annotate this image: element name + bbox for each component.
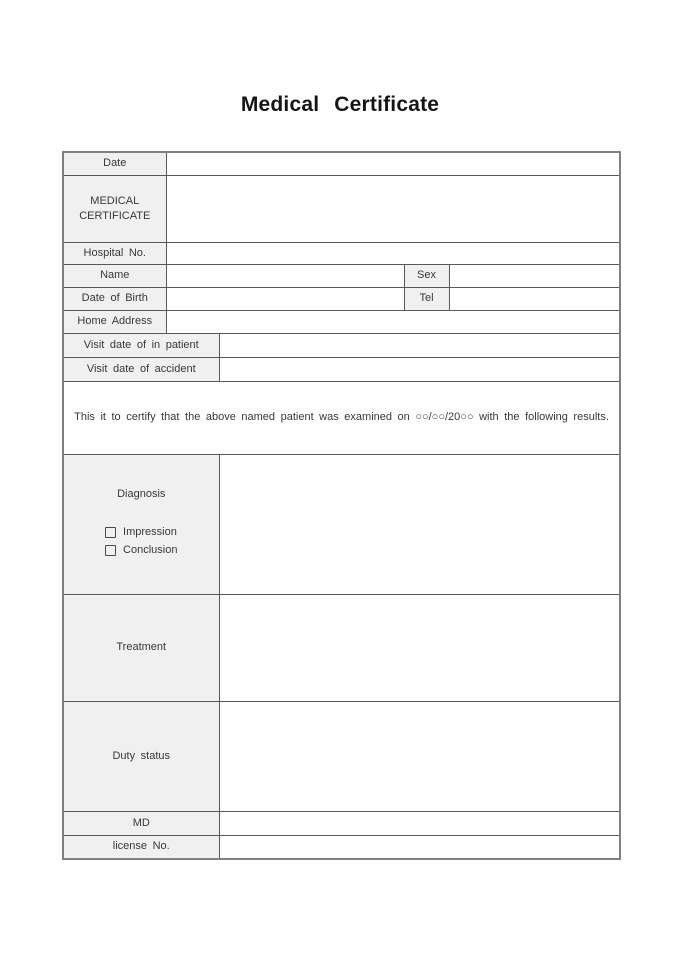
diagnosis-label: Diagnosis [117,487,166,500]
diagnosis-option-impression[interactable] [105,525,177,541]
license-no-label: license No. [63,835,219,859]
date-label: Date [63,152,166,175]
tel-label: Tel [404,287,449,310]
visit-date-accident-row [63,357,620,381]
diagnosis-value-cell[interactable] [219,454,620,594]
diagnosis-options [105,523,177,561]
md-row [63,811,620,835]
duty-status-value-cell[interactable] [219,701,620,811]
date-of-birth-label: Date of Birth [63,287,166,310]
md-value-cell[interactable] [219,811,620,835]
treatment-label: Treatment [63,594,219,701]
visit-date-in-patient-value-cell[interactable] [219,333,620,357]
diagnosis-label-cell [63,454,219,594]
impression-checkbox-icon[interactable] [105,527,116,538]
visit-date-in-patient-row [63,333,620,357]
home-address-row [63,310,620,333]
diagnosis-option-conclusion[interactable] [105,543,177,559]
license-no-row [63,835,620,859]
conclusion-checkbox-icon[interactable] [105,545,116,556]
treatment-value-cell[interactable] [219,594,620,701]
duty-status-label: Duty status [63,701,219,811]
date-row [63,152,620,175]
sex-label: Sex [404,264,449,287]
impression-option-label: Impression [123,526,177,539]
hospital-no-row [63,242,620,264]
visit-date-accident-value-cell[interactable] [219,357,620,381]
hospital-no-value-cell[interactable] [166,242,620,264]
home-address-value-cell[interactable] [166,310,620,333]
name-label: Name [63,264,166,287]
date-of-birth-row [63,287,620,310]
conclusion-option-label: Conclusion [123,544,178,557]
medical-certificate-row [63,175,620,242]
certification-text: This it to certify that the above named patient was examined on ○○/○○/20○○ with the following results. [63,381,620,454]
duty-status-row [63,701,620,811]
home-address-label: Home Address [63,310,166,333]
tel-value-cell[interactable] [449,287,620,310]
md-label: MD [63,811,219,835]
medical-certificate-value-cell[interactable] [166,175,620,242]
treatment-row [63,594,620,701]
visit-date-in-patient-label: Visit date of in patient [63,333,219,357]
date-of-birth-value-cell[interactable] [166,287,404,310]
visit-date-accident-label: Visit date of accident [63,357,219,381]
diagnosis-row [63,454,620,594]
name-row [63,264,620,287]
name-value-cell[interactable] [166,264,404,287]
page-title: Medical Certificate [240,93,440,116]
hospital-no-label: Hospital No. [63,242,166,264]
certification-row [63,381,620,454]
medical-certificate-label: MEDICAL CERTIFICATE [63,175,166,242]
license-no-value-cell[interactable] [219,835,620,859]
medical-certificate-form [62,151,621,860]
date-value-cell[interactable] [166,152,620,175]
sex-value-cell[interactable] [449,264,620,287]
